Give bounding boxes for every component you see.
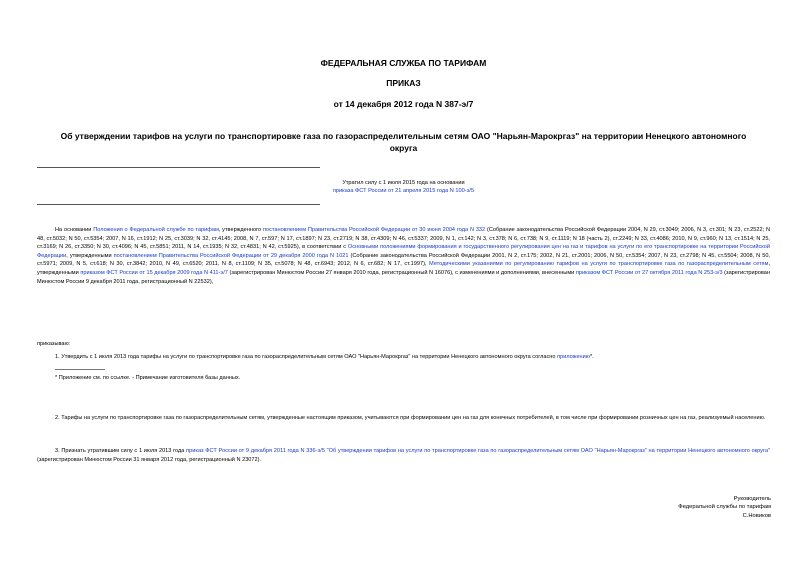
divider-bottom: [37, 204, 320, 205]
item-3-text-1: 3. Признать утратившим силу с 1 июля 2013 года: [55, 448, 187, 454]
signature-position: Руководитель: [733, 496, 771, 502]
link-decree-332[interactable]: постановлением Правительства Российской Федерации от 30 июня 2004 года N 332: [262, 227, 486, 233]
item-2: [37, 414, 770, 423]
title-line-2: округа: [389, 143, 418, 153]
status-note: [37, 179, 770, 195]
preamble-text-2: , утвержденного: [218, 227, 263, 233]
footnote-divider: [55, 369, 105, 370]
signature-name: С.Новиков: [742, 512, 771, 519]
orders-label: приказываю:: [37, 341, 71, 347]
footnote: [37, 374, 770, 383]
document-title: [0, 130, 807, 154]
title-line-1: Об утверждении тарифов на услуги по транспортировке газа по газораспределительным сетям ОАО "Нарьян-Марокргаз" на территории Ненецкого автономного: [60, 131, 747, 141]
link-order-253[interactable]: приказом ФСТ России от 27 октября 2011 года N 253-э/3: [575, 269, 723, 276]
item-1-end: *.: [589, 354, 594, 360]
agency-title: ФЕДЕРАЛЬНАЯ СЛУЖБА ПО ТАРИФАМ: [320, 58, 487, 68]
status-note-link[interactable]: приказа ФСТ России от 21 апреля 2015 года N 100-э/5: [332, 188, 475, 195]
link-decree-1021[interactable]: постановлением Правительства Российской Федерации от 29 декабря 2000 года N 1021: [113, 252, 349, 259]
item-2-text: 2. Тарифы на услуги по транспортировке газа по газораспределительным сетям, утвержденные настоящим приказом, учитываются при формировании цен на газ для конечных потребителей, в том числе при формировании розничных цен на газ, реализуемый населению.: [55, 415, 766, 421]
divider-top: [37, 167, 320, 168]
item-3-text-2: (зарегистрирован Минюстом России 31 января 2012 года, регистрационный N 23072).: [37, 456, 262, 463]
item-3: [37, 447, 770, 464]
link-regulation-fst[interactable]: Положения о Федеральной службе по тарифам: [93, 227, 219, 233]
document-type: ПРИКАЗ: [386, 78, 421, 88]
preamble-text-4: , утвержденными: [66, 252, 114, 259]
link-appendix[interactable]: приложению: [557, 354, 590, 360]
preamble-text-1: На основании: [55, 227, 94, 233]
preamble-text-8: (зарегистрирован Минюстом России 9 декабря 2011 года, регистрационный N 22532),: [37, 269, 770, 285]
preamble-text-5: (Собрание законодательства Российской Федерации 2001, N 2, ст.175; 2002, N 21, ст.2001; 2006, N 50, ст.5354; 2007, N 23, ст.2798; N 45, ст.5504; 2008, N 50, ст.5971; 2009, N 5, ст.618; N 30, ст.3842; 2010, N 49, ст.6520; 2011, N 8, ст.1109; N 35, ст.5078; N 48, ст.6943; 2012, N 6, ст.682; N 17, ст.1997),: [37, 252, 770, 268]
link-order-411[interactable]: приказом ФСТ России от 15 декабря 2009 года N 411-э/7: [80, 269, 228, 276]
preamble-text-7: (зарегистрирован Минюстом России 27 января 2010 года, регистрационный N 16076), с изменениями и дополнениями, внесенными: [227, 269, 576, 276]
link-methodical-guidelines[interactable]: Методическими указаниями по регулированию тарифов на услуги по транспортировке газа по газораспределительным сетям: [429, 261, 769, 268]
signature-organization: Федеральной службы по тарифам: [678, 504, 771, 511]
item-1: [37, 353, 770, 362]
preamble-text-6: , утвержденными: [37, 261, 770, 276]
item-1-text: 1. Утвердить с 1 июля 2013 года тарифы на услуги по транспортировке газа по газораспределительным сетям ОАО "Нарьян-Марокргаз" на территории Ненецкого автономного округа согласно: [55, 354, 558, 360]
footnote-text: * Приложение см. по ссылке. - Примечание изготовителя базы данных.: [55, 375, 241, 381]
link-basic-provisions[interactable]: Основными положениями формирования и государственного регулирования цен на газ и тарифов на услуги по его транспортировке на территории Российской Федерации: [37, 244, 770, 259]
preamble-paragraph: [37, 226, 770, 286]
status-note-text: Утратил силу с 1 июля 2015 года на основании: [342, 180, 465, 186]
link-order-336[interactable]: приказ ФСТ России от 9 декабря 2011 года N 336-э/5 "Об утверждении тарифов на услуги по транспортировке газа по газораспределительным сетям ОАО "Нарьян-Марокргаз" на территории Ненецкого автономного округа": [186, 448, 770, 454]
preamble-text-3: (Собрание законодательства Российской Федерации 2004, N 29, ст.3049; 2006, N 3, ст.301; N 23, ст.2522; N 48, ст.5032; N 50, ст.5354; 2007, N 16, ст.1912; N 25, ст.3039; N 32, ст.4145; 2008, N 7, ст.597; N 17, ст.1897; N 23, ст.2719; N 38, ст.4309; N 46, ст.5337; 2009, N 1, ст.142; N 3, ст.378; N 6, ст.738; N 9, ст.1119; N 18 (часть 2), ст.2249; N 33, ст.4086; 2010, N 9, ст.960; N 13, ст.1514; N 25, ст.3169; N 26, ст.3350; N 30, ст.4096; N 45, ст.5851; 2011, N 14, ст.1935; N 32, ст.4831; N 42, ст.5925), в соответствии с: [37, 227, 771, 251]
signature-block: [571, 495, 771, 520]
document-date: от 14 декабря 2012 года N 387-э/7: [333, 99, 474, 109]
